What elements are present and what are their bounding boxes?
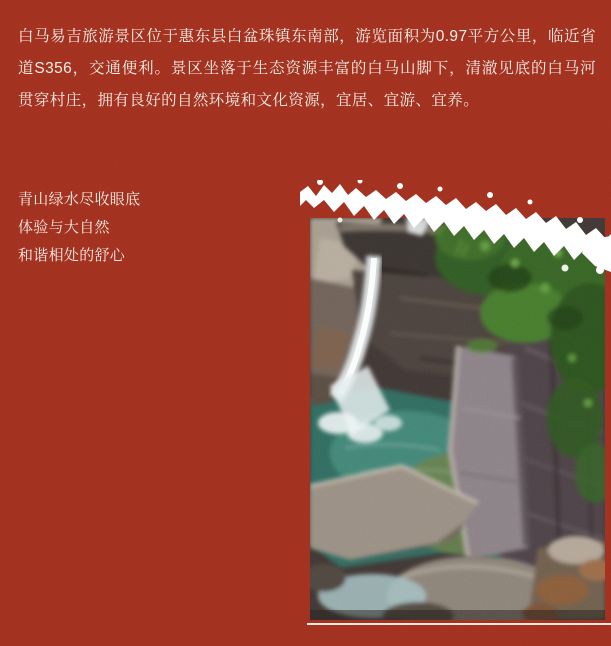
waterfall-photo-illustration — [310, 218, 605, 620]
scenery-photo — [310, 218, 605, 620]
intro-paragraph: 白马易吉旅游景区位于惠东县白盆珠镇东南部，游览面积为0.97平方公里，临近省道S356，交通便利。景区坐落于生态资源丰富的白马山脚下，清澈见底的白马河贯穿村庄，拥有良好的自然环境和文化资源，宜居、宜游、宜养。 — [18, 28, 596, 109]
tagline-line-1: 青山绿水尽收眼底 — [18, 191, 141, 208]
tagline-line-3: 和谐相处的舒心 — [18, 247, 126, 264]
tagline-line-2: 体验与大自然 — [18, 219, 110, 236]
divider-line — [307, 623, 611, 625]
tagline-block — [18, 186, 140, 270]
photo-grain — [310, 218, 605, 620]
